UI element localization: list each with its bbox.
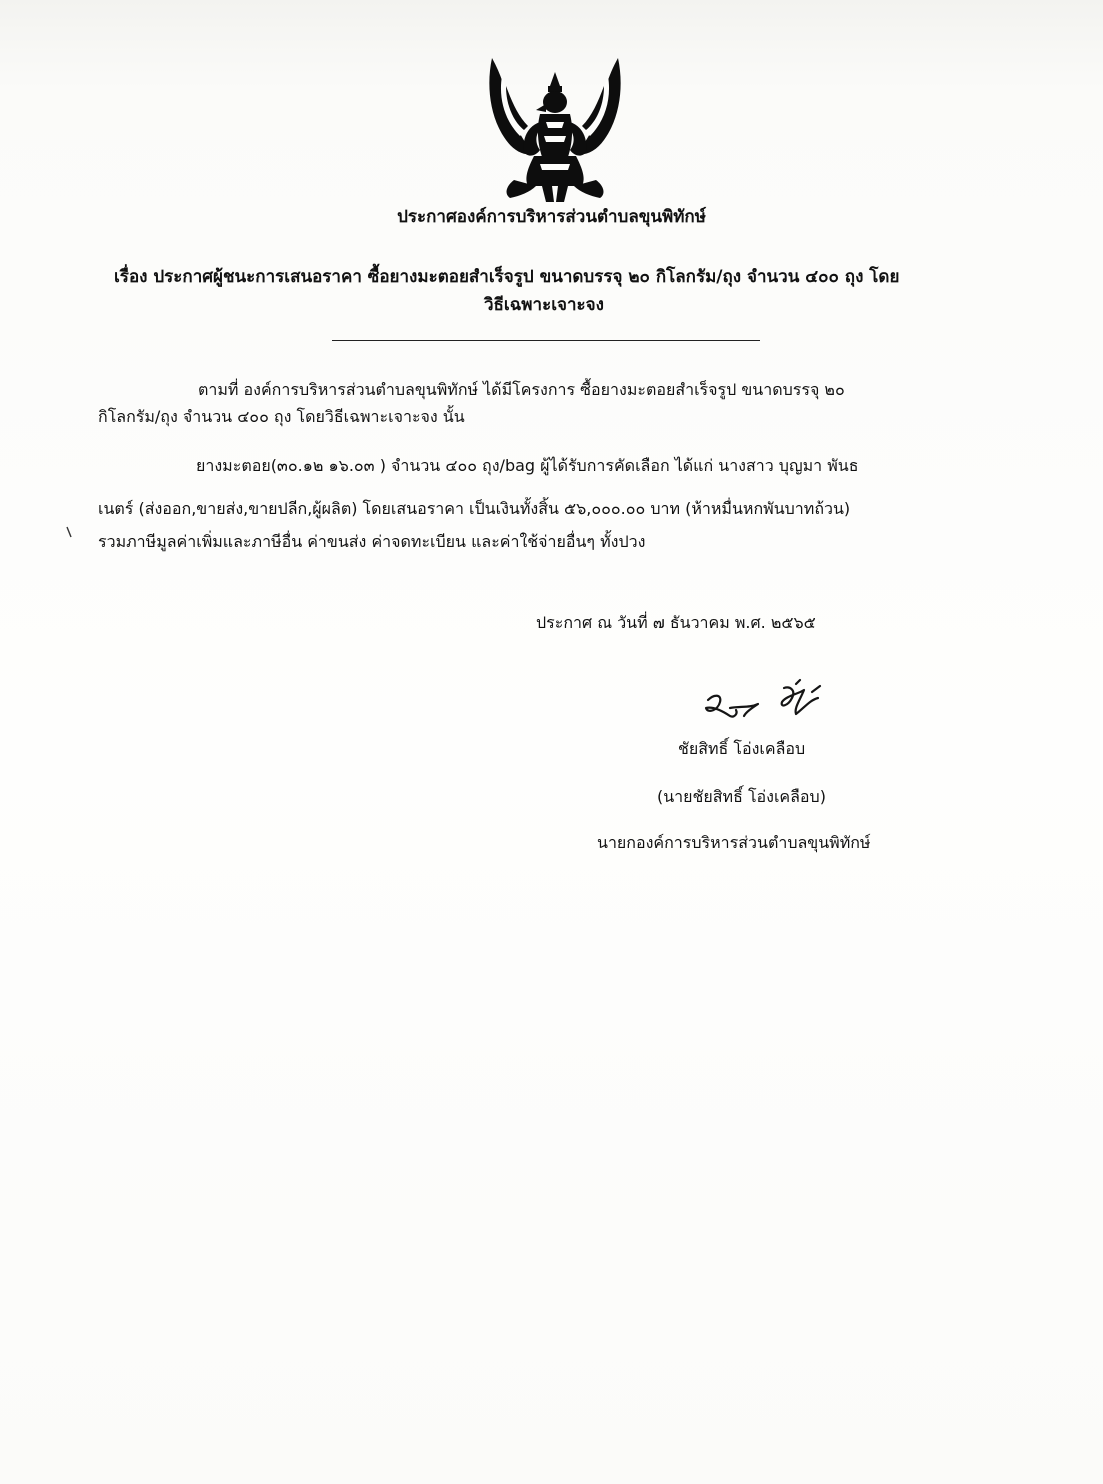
signer-position: นายกองค์การบริหารส่วนตำบลขุนพิทักษ์ (597, 833, 871, 852)
paragraph-1-line-1: ตามที่ องค์การบริหารส่วนตำบลขุนพิทักษ์ ได้มีโครงการ ซื้อยางมะตอยสำเร็จรูป ขนาดบรรจุ ๒๐ (198, 380, 845, 399)
signer-name: ชัยสิทธิ์ โอ่งเคลือบ (678, 739, 806, 758)
subject-line-2: วิธีเฉพาะเจาะจง (484, 295, 604, 315)
stray-mark (66, 526, 72, 538)
paragraph-2-line-2: เนตร์ (ส่งออก,ขายส่ง,ขายปลีก,ผู้ผลิต) โดยเสนอราคา เป็นเงินทั้งสิ้น ๕๖,๐๐๐.๐๐ บาท (ห้าหมื่นหกพันบาทถ้วน) (98, 499, 851, 518)
garuda-emblem-icon (484, 56, 626, 202)
signer-full-name: (นายชัยสิทธิ์ โอ่งเคลือบ) (657, 787, 826, 806)
paragraph-2-line-1: ยางมะตอย(๓๐.๑๒ ๑๖.๐๓ ) จำนวน ๔๐๐ ถุง/bag ผู้ได้รับการคัดเลือก ได้แก่ นางสาว บุญมา พันธ (196, 456, 859, 475)
paragraph-1-line-2: กิโลกรัม/ถุง จำนวน ๔๐๐ ถุง โดยวิธีเฉพาะเจาะจง นั้น (98, 407, 465, 426)
subject-line-1: เรื่อง ประกาศผู้ชนะการเสนอราคา ซื้อยางมะตอยสำเร็จรูป ขนาดบรรจุ ๒๐ กิโลกรัม/ถุง จำนวน ๔๐๐ ถุง โดย (114, 267, 900, 287)
announcement-title: ประกาศองค์การบริหารส่วนตำบลขุนพิทักษ์ (397, 207, 706, 227)
announcement-date: ประกาศ ณ วันที่ ๗ ธันวาคม พ.ศ. ๒๕๖๕ (536, 613, 816, 632)
handwritten-signature (700, 678, 830, 728)
paragraph-2-line-3: รวมภาษีมูลค่าเพิ่มและภาษีอื่น ค่าขนส่ง ค่าจดทะเบียน และค่าใช้จ่ายอื่นๆ ทั้งปวง (98, 532, 646, 551)
divider (332, 340, 760, 341)
